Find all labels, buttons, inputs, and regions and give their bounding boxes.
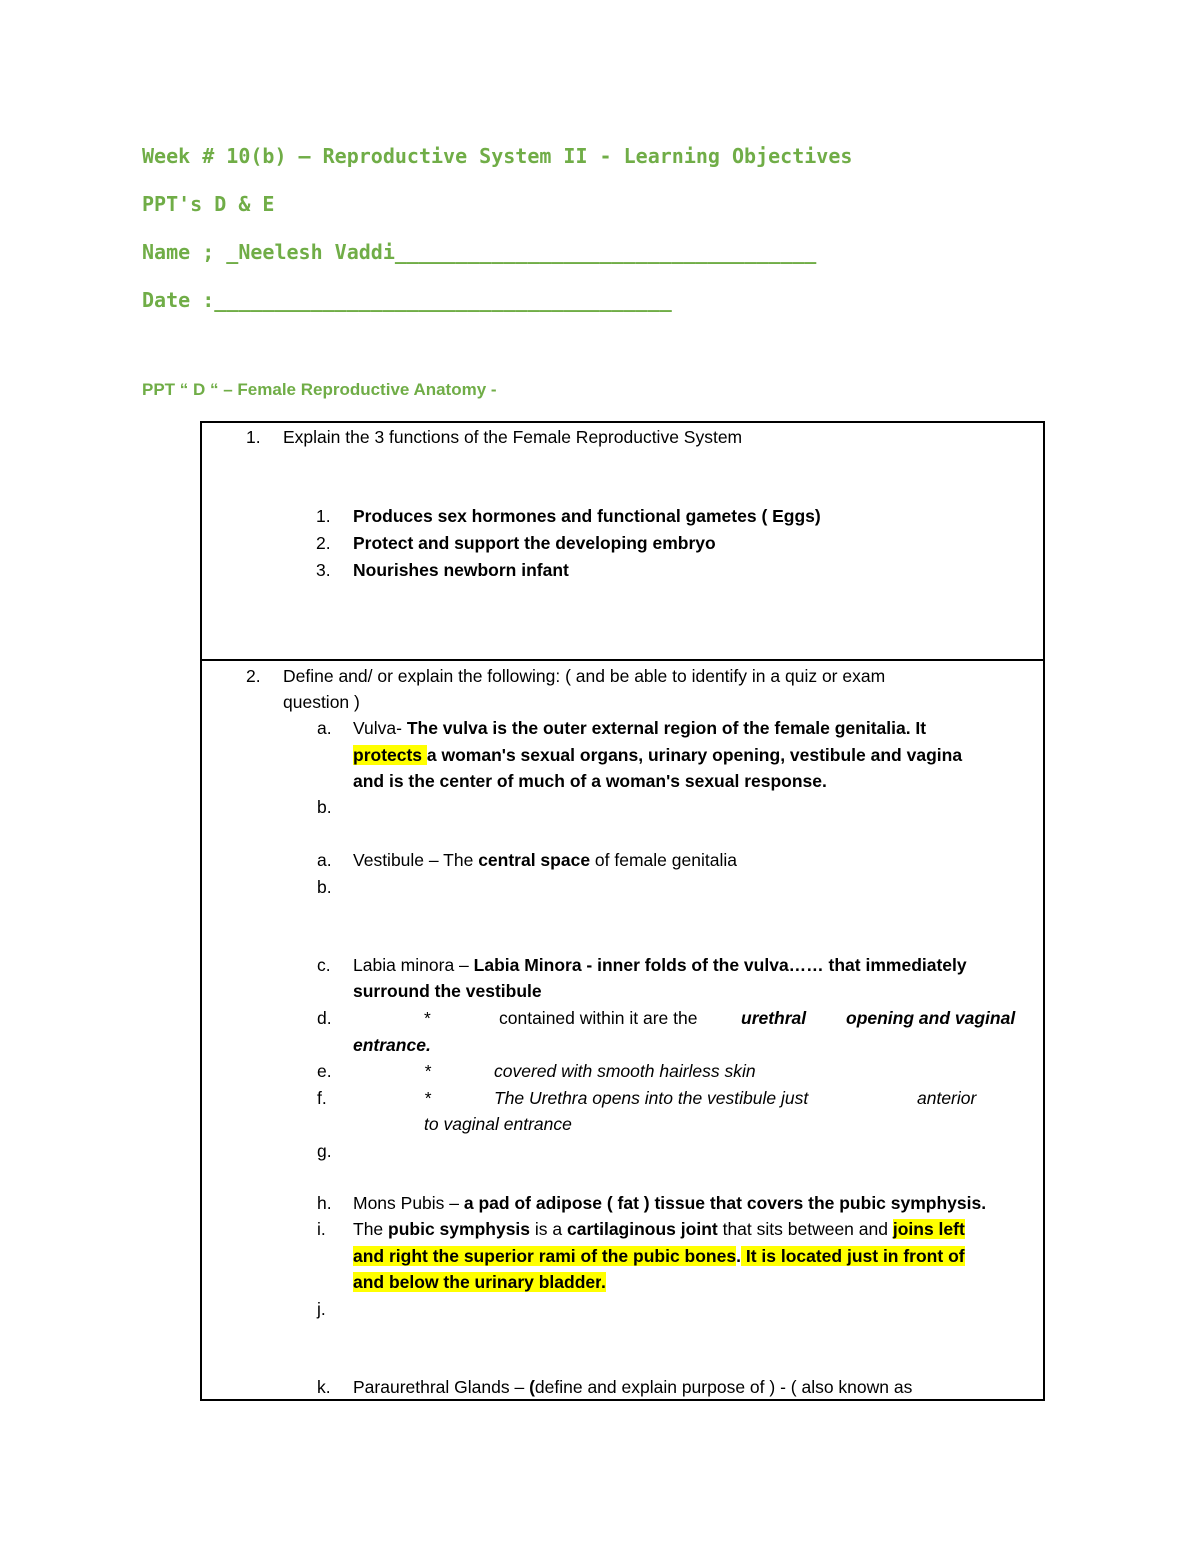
d-letter: d. <box>317 1008 332 1028</box>
pubic-text-4: cartilaginous joint <box>567 1219 718 1239</box>
d-star: * <box>424 1008 431 1028</box>
para-rest: define and explain purpose of ) - ( also known as <box>534 1377 913 1397</box>
f-text: The Urethra opens into the vestibule just <box>494 1088 809 1108</box>
q1-answer-3: Nourishes newborn infant <box>353 560 569 580</box>
q1-answer-1-number: 1. <box>316 506 331 526</box>
q1-answer-2-number: 2. <box>316 533 331 553</box>
date-line[interactable] <box>142 288 672 312</box>
q1-answer-3-number: 3. <box>316 560 331 580</box>
section-title: PPT “ D “ – Female Reproductive Anatomy - <box>142 380 497 399</box>
vulva-definition-2: a woman's sexual organs, urinary opening, vestibule and vagina <box>426 745 963 765</box>
pubic-text-1: The <box>353 1219 389 1239</box>
pubic-text-3: is a <box>530 1219 567 1239</box>
name-underline: ___________________________________ <box>394 240 817 264</box>
q1-answer-1: Produces sex hormones and functional gametes ( Eggs) <box>353 506 821 526</box>
vestibule-line <box>353 847 737 873</box>
vestibule-rest: of female genitalia <box>594 850 737 870</box>
vestibule-b-letter: b. <box>317 877 332 897</box>
d-opening: opening and vaginal <box>846 1008 1016 1028</box>
vulva-term: Vulva- <box>353 718 407 738</box>
para-bold: ( <box>529 1377 535 1397</box>
q2-question-line-1: Define and/ or explain the following: ( and be able to identify in a quiz or exam <box>283 666 886 686</box>
para-term: Paraurethral Glands – <box>353 1377 530 1397</box>
mons-definition: a pad of adipose ( fat ) tissue that covers the pubic symphysis. <box>463 1193 987 1213</box>
f-letter: f. <box>317 1088 327 1108</box>
vulva-line-2 <box>353 742 962 768</box>
pubic-dot-2: . <box>600 1272 606 1292</box>
q2-question-line-2: question ) <box>283 692 360 712</box>
vulva-highlight: protects <box>353 745 427 765</box>
d-entrance: entrance. <box>353 1035 431 1055</box>
date-underline: ______________________________________ <box>214 288 672 312</box>
d-urethral: urethral <box>741 1008 807 1028</box>
pubic-highlight-1: joins left <box>892 1219 965 1239</box>
q2-number: 2. <box>246 666 261 686</box>
vestibule-term: Vestibule – The <box>353 850 479 870</box>
vestibule-letter: a. <box>317 850 332 870</box>
name-label: Name ; _ <box>142 240 239 264</box>
j-letter: j. <box>317 1299 326 1319</box>
mons-term: Mons Pubis – <box>353 1193 464 1213</box>
pubic-line-3 <box>353 1269 606 1295</box>
pubic-highlight-2: and right the superior rami of the pubic bones <box>353 1246 737 1266</box>
name-value: Neelesh Vaddi <box>238 240 395 264</box>
f-star: * <box>424 1088 431 1108</box>
para-letter: k. <box>317 1377 331 1397</box>
page-title: Week # 10(b) – Reproductive System II - Learning Objectives <box>142 144 853 168</box>
q1-question: Explain the 3 functions of the Female Reproductive System <box>283 427 743 447</box>
labia-line-1 <box>353 952 967 978</box>
g-letter: g. <box>317 1141 332 1161</box>
q1-number: 1. <box>246 427 261 447</box>
f-anterior: anterior <box>917 1088 977 1108</box>
vulva-b-letter: b. <box>317 797 332 817</box>
ppt-subtitle: PPT's D & E <box>142 192 275 216</box>
pubic-letter: i. <box>317 1219 326 1239</box>
vulva-line-1 <box>353 715 926 741</box>
labia-letter: c. <box>317 955 331 975</box>
pubic-text-2: pubic symphysis <box>388 1219 531 1239</box>
para-line <box>353 1374 912 1400</box>
pubic-highlight-3: It is located just in front of <box>740 1246 965 1266</box>
name-line[interactable] <box>142 240 816 264</box>
mons-line <box>353 1190 986 1216</box>
f-continuation: to vaginal entrance <box>424 1114 572 1134</box>
q1-answer-2: Protect and support the developing embryo <box>353 533 716 553</box>
labia-definition-1: Labia Minora - inner folds of the vulva…… that immediately <box>473 955 967 975</box>
vulva-definition-3: and is the center of much of a woman's sexual response. <box>353 771 827 791</box>
labia-term: Labia minora – <box>353 955 474 975</box>
pubic-highlight-4: and below the urinary bladder <box>353 1272 601 1292</box>
e-star: * <box>424 1061 431 1081</box>
e-letter: e. <box>317 1061 332 1081</box>
e-text: covered with smooth hairless skin <box>494 1061 756 1081</box>
vestibule-bold: central space <box>478 850 595 870</box>
date-label: Date : <box>142 288 215 312</box>
mons-letter: h. <box>317 1193 332 1213</box>
vulva-definition-1: The vulva is the outer external region of the female genitalia. It <box>406 718 927 738</box>
pubic-line-2 <box>353 1243 965 1269</box>
pubic-line-1 <box>353 1216 965 1242</box>
vulva-letter: a. <box>317 718 332 738</box>
pubic-dot: . <box>736 1246 741 1266</box>
labia-definition-2: surround the vestibule <box>353 981 542 1001</box>
d-text: contained within it are the <box>499 1008 698 1028</box>
pubic-text-5: that sits between and <box>717 1219 893 1239</box>
